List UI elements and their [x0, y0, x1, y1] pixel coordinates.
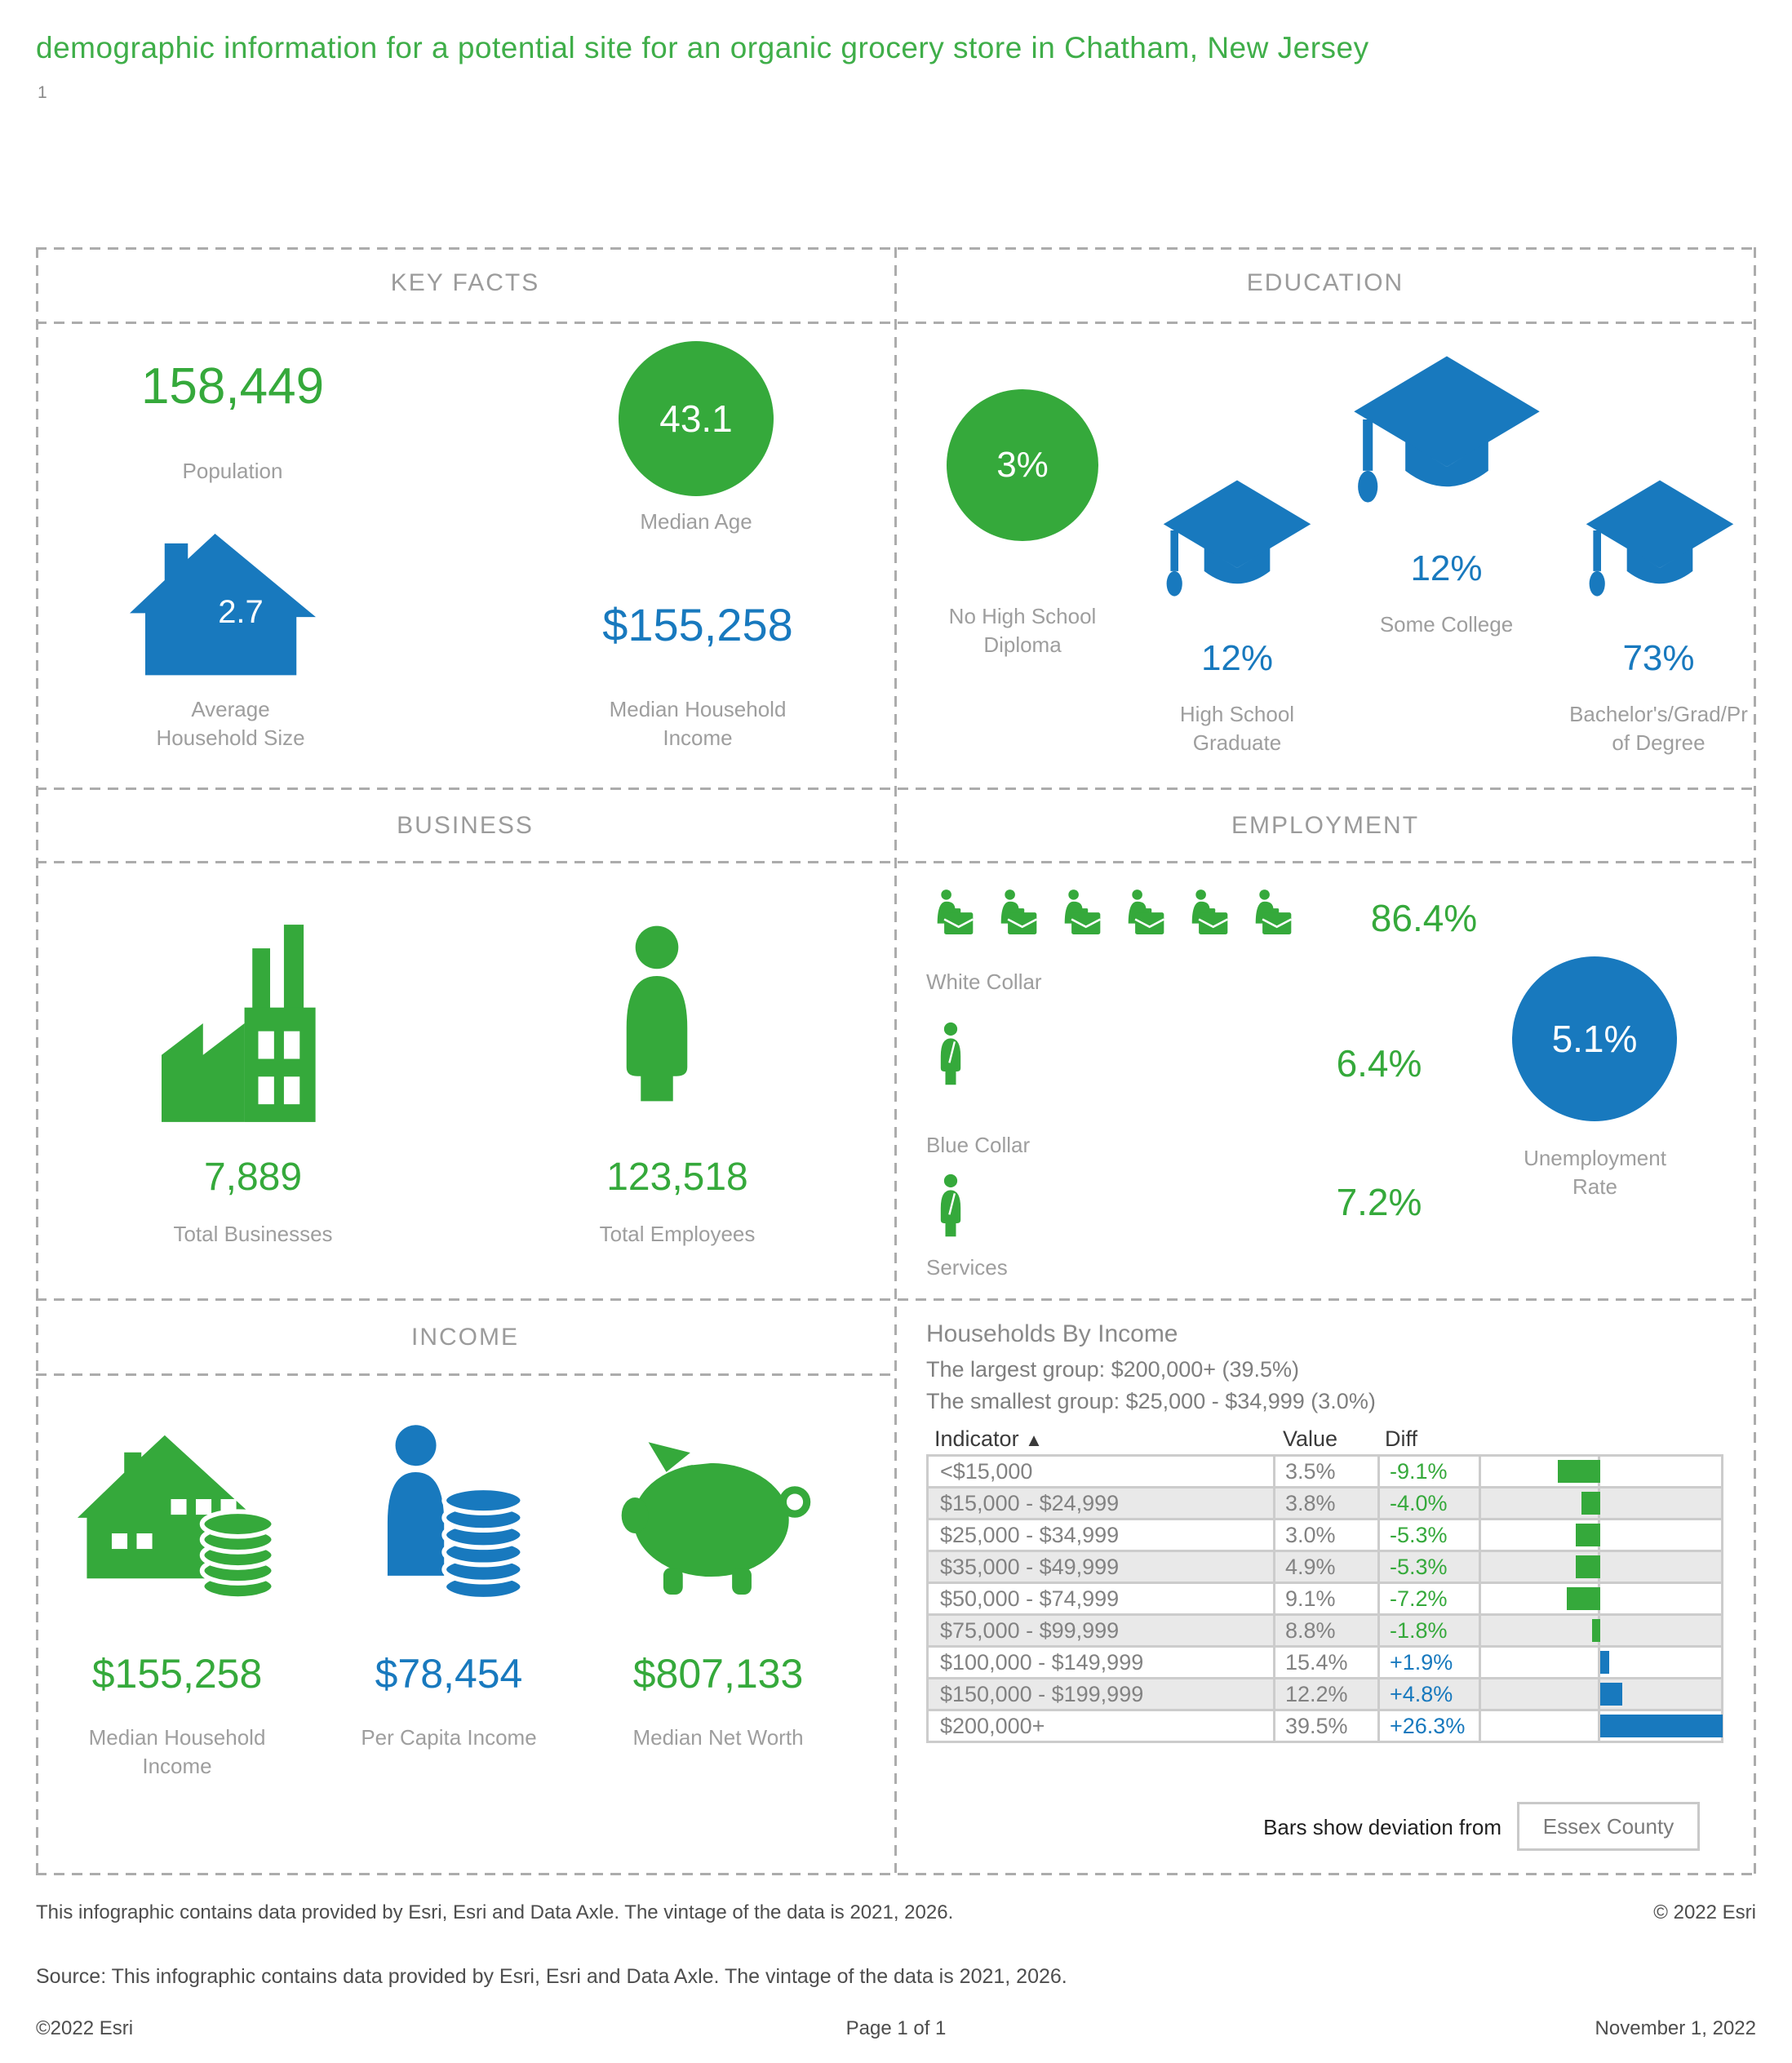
person-icon [610, 921, 703, 1107]
frame-right-border [1754, 247, 1756, 1875]
deviation-bar-cell [1481, 1584, 1721, 1613]
total-businesses-value: 7,889 [203, 1156, 303, 1199]
deviation-bar [1600, 1651, 1609, 1674]
frame-bottom-border [36, 1873, 1756, 1875]
row-indicator: $100,000 - $149,999 [929, 1648, 1275, 1677]
grad-cap-icon [1159, 473, 1315, 625]
grad-cap-icon [1348, 347, 1546, 539]
row-value: 12.2% [1275, 1679, 1380, 1709]
median-age-circle [619, 341, 774, 496]
smallest-group-text: The smallest group: $25,000 - $34,999 (3.0%) [926, 1389, 1376, 1413]
label-line: High School [1179, 702, 1295, 726]
footer-attribution: This infographic contains data provided by Esri, Esri and Data Axle. The vintage of the data is 2021, 2026. [36, 1901, 954, 1923]
total-businesses-label: Total Businesses [173, 1222, 333, 1246]
deviation-bar [1558, 1460, 1600, 1483]
label-line: Average [191, 697, 270, 721]
row-indicator: $200,000+ [929, 1711, 1275, 1741]
table-row [929, 1520, 1721, 1552]
diff-text: -9.1% [1390, 1458, 1448, 1484]
deviation-note: Bars show deviation from [1263, 1815, 1501, 1839]
house-coins-icon [78, 1430, 280, 1603]
page-number: 1 [38, 83, 47, 102]
total-employees-value: 123,518 [606, 1156, 748, 1199]
white-collar-label: White Collar [926, 969, 1042, 994]
diff-text: -5.3% [1390, 1554, 1448, 1579]
deviation-bar-cell [1481, 1488, 1721, 1518]
table-row [929, 1679, 1721, 1711]
header-divider-income [36, 1373, 894, 1376]
column-header-diff[interactable]: Diff [1385, 1426, 1418, 1451]
table-row [929, 1552, 1721, 1584]
white-collar-icon [932, 888, 974, 938]
sort-ascending-icon: ▲ [1025, 1430, 1043, 1450]
deviation-bar-cell [1481, 1616, 1721, 1645]
no-hs-diploma-value: 3% [996, 445, 1049, 485]
row-indicator: $15,000 - $24,999 [929, 1488, 1275, 1518]
label-line: Bachelor's/Grad/Pr [1569, 702, 1748, 726]
white-collar-icon [1250, 888, 1293, 938]
row-value: 15.4% [1275, 1648, 1380, 1677]
diff-text: +1.9% [1390, 1649, 1453, 1675]
deviation-bar-cell [1481, 1457, 1721, 1486]
factory-icon [162, 924, 379, 1123]
unemployment-value: 5.1% [1551, 1018, 1638, 1060]
income-mhi-value: $155,258 [91, 1651, 263, 1697]
label-line: Median Household [88, 1725, 266, 1750]
avg-household-size-value: 2.7 [218, 594, 264, 630]
median-household-income-label [563, 695, 832, 752]
row-indicator: $35,000 - $49,999 [929, 1552, 1275, 1582]
hs-graduate-value: 12% [1200, 638, 1274, 678]
row-value: 4.9% [1275, 1552, 1380, 1582]
some-college-value: 12% [1410, 548, 1483, 588]
row-indicator: $75,000 - $99,999 [929, 1616, 1275, 1645]
median-age-label: Median Age [640, 509, 752, 534]
row-value: 3.8% [1275, 1488, 1380, 1518]
label-line: of Degree [1612, 730, 1706, 755]
deviation-bar [1567, 1587, 1600, 1610]
some-college-label: Some College [1379, 612, 1514, 637]
deviation-bar [1581, 1492, 1600, 1515]
deviation-bar [1576, 1524, 1600, 1546]
diff-text: -7.2% [1390, 1586, 1448, 1611]
per-capita-income-value: $78,454 [375, 1651, 523, 1697]
row-value: 3.5% [1275, 1457, 1380, 1486]
footer-date: November 1, 2022 [1595, 2017, 1756, 2039]
row-diff [1380, 1648, 1481, 1677]
frame-left-border [36, 247, 38, 1875]
row-diff [1380, 1679, 1481, 1709]
row-diff [1380, 1584, 1481, 1613]
per-capita-income-label: Per Capita Income [361, 1725, 537, 1750]
table-row [929, 1616, 1721, 1648]
services-icon [930, 1173, 971, 1237]
row-divider-2 [36, 1298, 1756, 1301]
diff-text: +26.3% [1390, 1713, 1466, 1738]
services-label: Services [926, 1255, 1008, 1280]
education-title: EDUCATION [1246, 269, 1404, 296]
white-collar-icon-row [932, 888, 1293, 938]
population-value: 158,449 [140, 358, 325, 415]
deviation-bar-cell [1481, 1552, 1721, 1582]
column-header-label: Indicator [934, 1426, 1019, 1451]
footer-copyright-left: ©2022 Esri [36, 2017, 134, 2039]
households-by-income-table [926, 1454, 1723, 1743]
row-diff [1380, 1520, 1481, 1550]
deviation-bar-cell [1481, 1711, 1721, 1741]
page-title: demographic information for a potential site for an organic grocery store in Chatham, New Jersey [36, 31, 1369, 64]
row-value: 3.0% [1275, 1520, 1380, 1550]
row-indicator: $50,000 - $74,999 [929, 1584, 1275, 1613]
row-value: 9.1% [1275, 1584, 1380, 1613]
unemployment-circle [1512, 956, 1677, 1121]
deviation-bar [1600, 1715, 1723, 1737]
label-line: Diploma [983, 632, 1062, 657]
largest-group-text: The largest group: $200,000+ (39.5%) [926, 1357, 1300, 1382]
white-collar-icon [1123, 888, 1165, 938]
row-diff [1380, 1711, 1481, 1741]
row-value: 8.8% [1275, 1616, 1380, 1645]
income-mhi-label [51, 1724, 304, 1781]
row-diff [1380, 1488, 1481, 1518]
white-collar-icon [1187, 888, 1229, 938]
total-employees-label: Total Employees [599, 1222, 756, 1246]
footer-source: Source: This infographic contains data provided by Esri, Esri and Data Axle. The vintage of the data is 2021, 2026. [36, 1965, 1067, 1988]
person-coins-icon [366, 1422, 530, 1603]
row-indicator: $25,000 - $34,999 [929, 1520, 1275, 1550]
table-row [929, 1457, 1721, 1488]
row-diff [1380, 1616, 1481, 1645]
employment-title: EMPLOYMENT [1231, 812, 1420, 839]
deviation-bar [1600, 1683, 1622, 1706]
row-indicator: <$15,000 [929, 1457, 1275, 1486]
diff-text: -4.0% [1390, 1490, 1448, 1515]
deviation-bar [1576, 1555, 1600, 1578]
piggy-bank-icon [619, 1433, 813, 1598]
households-by-income-title: Households By Income [926, 1320, 1178, 1347]
key-facts-title: KEY FACTS [390, 269, 540, 296]
table-row [929, 1488, 1721, 1520]
deviation-bar-cell [1481, 1520, 1721, 1550]
white-collar-value: 86.4% [1370, 897, 1478, 939]
deviation-bar-cell [1481, 1679, 1721, 1709]
header-divider-row1 [36, 322, 1756, 324]
services-value: 7.2% [1336, 1181, 1422, 1223]
blue-collar-value: 6.4% [1336, 1042, 1422, 1085]
label-line: Unemployment [1524, 1146, 1666, 1170]
row-diff [1380, 1552, 1481, 1582]
avg-household-size-label [98, 695, 363, 752]
median-household-income-value: $155,258 [602, 599, 793, 650]
label-line: Median Household [609, 697, 787, 721]
label-line: Income [663, 725, 733, 750]
blue-collar-icon [930, 1022, 971, 1085]
white-collar-icon [996, 888, 1038, 938]
white-collar-icon [1059, 888, 1102, 938]
column-header-indicator[interactable] [934, 1426, 1043, 1452]
table-row [929, 1584, 1721, 1616]
median-net-worth-value: $807,133 [632, 1651, 804, 1697]
table-row [929, 1648, 1721, 1679]
row-indicator: $150,000 - $199,999 [929, 1679, 1275, 1709]
footer-copyright-right: © 2022 Esri [1653, 1901, 1756, 1923]
bachelors-label [1563, 700, 1754, 757]
income-title: INCOME [411, 1324, 519, 1351]
label-line: No High School [948, 604, 1097, 628]
label-line: Graduate [1192, 730, 1282, 755]
unemployment-label [1487, 1144, 1703, 1201]
no-hs-diploma-circle [947, 389, 1098, 541]
diff-text: -1.8% [1390, 1617, 1448, 1643]
column-divider [894, 247, 897, 1873]
median-age-value: 43.1 [659, 397, 733, 440]
column-header-value[interactable]: Value [1283, 1426, 1338, 1451]
blue-collar-label: Blue Collar [926, 1133, 1031, 1157]
business-title: BUSINESS [397, 812, 534, 839]
row-divider-1 [36, 787, 1756, 790]
deviation-bar [1592, 1619, 1600, 1642]
label-line: Income [142, 1754, 212, 1778]
deviation-region-select[interactable]: Essex County [1517, 1802, 1700, 1851]
population-label: Population [182, 459, 283, 483]
row-value: 39.5% [1275, 1711, 1380, 1741]
bachelors-value: 73% [1622, 638, 1695, 678]
diff-text: +4.8% [1390, 1681, 1453, 1706]
no-hs-diploma-label [930, 602, 1115, 659]
row-diff [1380, 1457, 1481, 1486]
header-divider-row2 [36, 861, 1756, 863]
label-line: Rate [1572, 1174, 1617, 1199]
footer-page-info: Page 1 of 1 [845, 2017, 947, 2039]
table-row [929, 1711, 1721, 1741]
grad-cap-icon [1581, 473, 1738, 625]
diff-text: -5.3% [1390, 1522, 1448, 1547]
deviation-bar-cell [1481, 1648, 1721, 1677]
hs-graduate-label [1147, 700, 1328, 757]
median-net-worth-label: Median Net Worth [632, 1725, 804, 1750]
label-line: Household Size [156, 725, 305, 750]
